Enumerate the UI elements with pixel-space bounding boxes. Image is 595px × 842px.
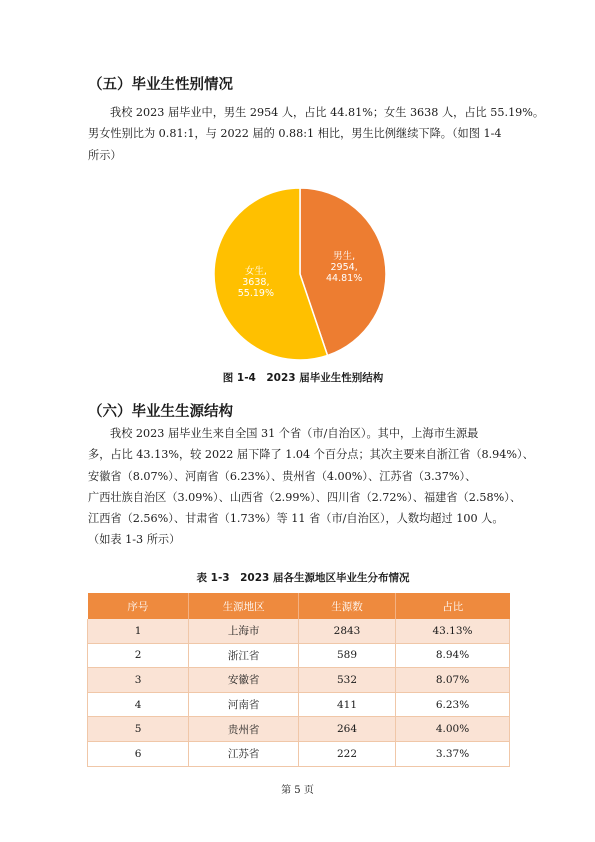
pie-label-line: 2954, [330, 262, 358, 274]
column-header-count: 生源数 [298, 593, 395, 619]
cell-region: 安徽省 [189, 668, 299, 693]
gender-pie-chart [212, 186, 388, 362]
pie-label-line: 55.19% [237, 287, 274, 299]
cell-index: 3 [88, 668, 189, 693]
table-caption: 表 1-3 2023 届各生源地区毕业生分布情况 [196, 572, 410, 584]
cell-share: 3.37% [396, 741, 510, 766]
table-row [88, 643, 510, 668]
region-distribution-table [87, 593, 510, 767]
paragraph-line: 安徽省（8.07%）、河南省（6.23%）、贵州省（4.00%）、江苏省（3.37%）、 [88, 469, 477, 483]
paragraph-line: 多，占比 43.13%，较 2022 届下降了 1.04 个百分点；其次主要来自浙江省（8.94%）、 [88, 448, 534, 462]
table-row [88, 692, 510, 717]
cell-region: 河南省 [189, 692, 299, 717]
cell-region: 贵州省 [189, 717, 299, 742]
cell-region: 上海市 [189, 619, 299, 643]
cell-index: 4 [88, 692, 189, 717]
cell-share: 6.23% [396, 692, 510, 717]
cell-share: 4.00% [396, 717, 510, 742]
cell-count: 264 [298, 717, 395, 742]
paragraph-line: 广西壮族自治区（3.09%）、山西省（2.99%）、四川省（2.72%）、福建省（2.58%）、 [88, 490, 522, 504]
table-row [88, 741, 510, 766]
pie-label-line: 44.81% [326, 273, 363, 285]
pie-label-line: 男生, [333, 251, 356, 263]
figure-caption: 图 1-4 2023 届毕业生性别结构 [222, 372, 384, 384]
paragraph-line: 男女性别比为 0.81:1，与 2022 届的 0.88:1 相比，男生比例继续下降。（如图 1-4 [88, 127, 502, 141]
page-number: 第 5 页 [281, 785, 314, 796]
cell-index: 5 [88, 717, 189, 742]
paragraph-line: 我校 2023 届毕业中，男生 2954 人，占比 44.81%；女生 3638 人，占比 55.19%。 [110, 106, 545, 119]
table-header-row [88, 593, 510, 619]
table-row [88, 619, 510, 643]
cell-share: 43.13% [396, 619, 510, 643]
section6-heading: （六）毕业生生源结构 [88, 404, 233, 420]
table-row [88, 668, 510, 693]
cell-count: 222 [298, 741, 395, 766]
cell-count: 411 [298, 692, 395, 717]
section6-paragraph [88, 423, 534, 551]
column-header-region: 生源地区 [189, 593, 299, 619]
cell-share: 8.07% [396, 668, 510, 693]
column-header-share: 占比 [396, 593, 510, 619]
cell-count: 589 [298, 643, 395, 668]
cell-index: 6 [88, 741, 189, 766]
cell-region: 浙江省 [189, 643, 299, 668]
section5-heading: （五）毕业生性别情况 [88, 77, 233, 93]
paragraph-line: （如表 1-3 所示） [88, 533, 181, 547]
cell-share: 8.94% [396, 643, 510, 668]
cell-count: 532 [298, 668, 395, 693]
cell-region: 江苏省 [189, 741, 299, 766]
paragraph-line: 所示） [88, 148, 122, 162]
cell-index: 2 [88, 643, 189, 668]
pie-label-line: 3638, [242, 276, 270, 288]
cell-index: 1 [88, 619, 189, 643]
pie-label-line: 女生, [244, 265, 267, 277]
section5-paragraph [88, 102, 545, 166]
table-row [88, 717, 510, 742]
paragraph-line: 江西省（2.56%）、甘肃省（1.73%）等 11 省（市/自治区），人数均超过 100 人。 [88, 512, 504, 526]
paragraph-line: 我校 2023 届毕业生来自全国 31 个省（市/自治区）。其中，上海市生源最 [110, 427, 479, 440]
column-header-index: 序号 [88, 593, 189, 619]
cell-count: 2843 [298, 619, 395, 643]
